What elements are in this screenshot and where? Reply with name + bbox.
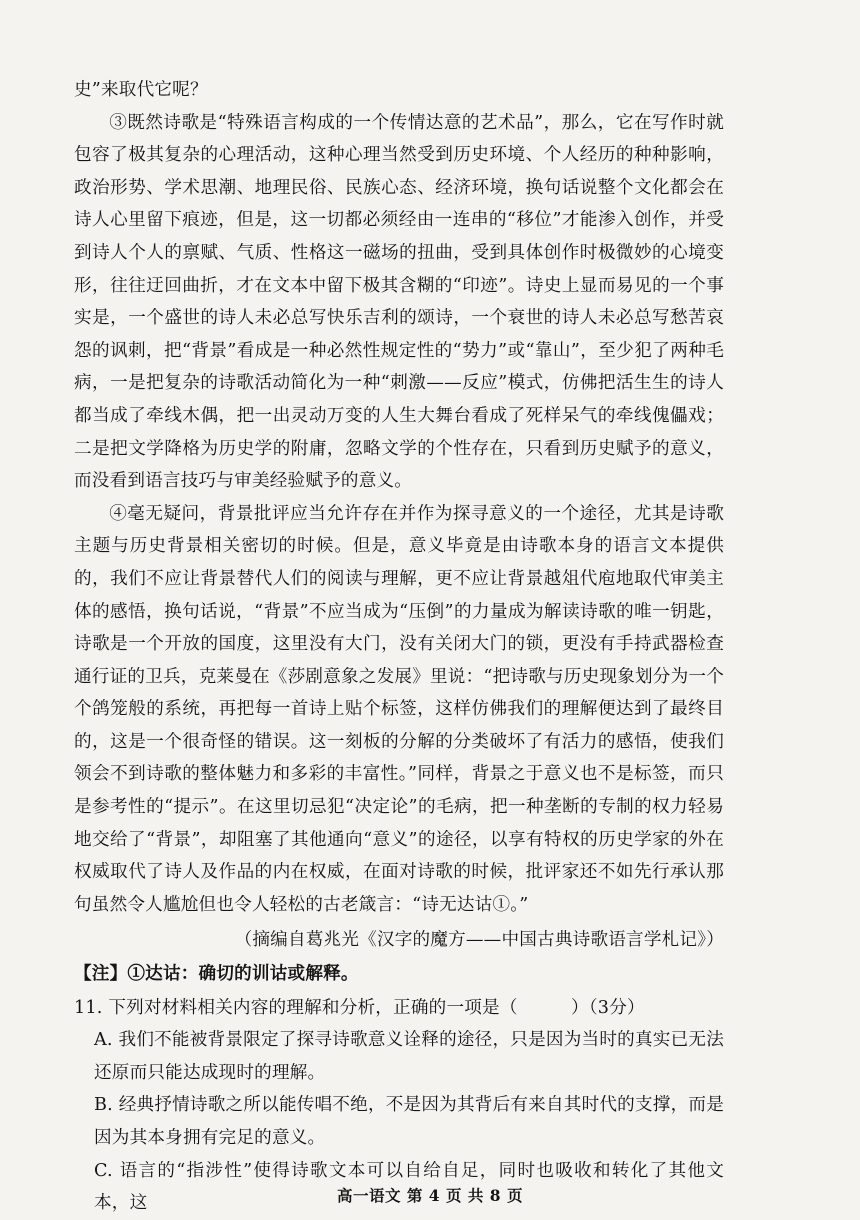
option-c: C. 语言的“指涉性”使得诗歌文本可以自给自足，同时也吸收和转化了其他文本，这	[94, 1160, 724, 1214]
paragraph-3: ③既然诗歌是“特殊语言构成的一个传情达意的艺术品”，那么，它在写作时就包容了极其复杂的心理活动，这种心理当然受到历史环境、个人经历的种种影响，政治形势、学术思潮、地理民俗、民族心态、经济环境，换句话说整个文化都会在诗人心里留下痕迹，但是，这一切都必须经由一连串的“移位”才能渗入创作，并受到诗人个人的禀赋、气质、性格这一磁场的扭曲，受到具体创作时极微妙的心境变形，往往迂回曲折，才在文本中留下极其含糊的“印迹”。诗史上显而易见的一个事实是，一个盛世的诗人未必总写快乐吉利的颂诗，一个衰世的诗人未必总写愁苦哀怨的讽刺，把“背景”看成是一种必然性规定性的“势力”或“靠山”，至少犯了两种毛病，一是把复杂的诗歌活动简化为一种“刺激——反应”模式，仿佛把活生生的诗人都当成了牵线木偶，把一出灵动万变的人生大舞台看成了死样呆气的牵线傀儡戏；二是把文学降格为历史学的附庸，忽略文学的个性存在，只看到历史赋予的意义，而没看到语言技巧与审美经验赋予的意义。	[74, 112, 724, 492]
reading-passage	[74, 74, 724, 1220]
option-b: B. 经典抒情诗歌之所以能传唱不绝，不是因为其背后有来自其时代的支撑，而是因为其本身拥有完足的意义。	[94, 1095, 724, 1148]
passage-intro-line: 史”来取代它呢？	[74, 80, 208, 100]
option-a: A. 我们不能被背景限定了探寻诗歌意义诠释的途径，只是因为当时的真实已无法还原而只能达成现时的理解。	[94, 1030, 724, 1083]
page-footer: 高一语文 第 4 页 共 8 页	[337, 1186, 523, 1205]
question-11-stem: 11. 下列对材料相关内容的理解和分析，正确的一项是（ ）（3分）	[74, 997, 645, 1018]
source-citation: （摘编自葛兆光《汉字的魔方——中国古典诗歌语言学札记》）	[234, 930, 724, 951]
footnote: 【注】①达诂：确切的训诂或解释。	[74, 963, 359, 985]
paragraph-4: ④毫无疑问，背景批评应当允许存在并作为探寻意义的一个途径，尤其是诗歌主题与历史背景相关密切的时候。但是，意义毕竟是由诗歌本身的语言文本提供的，我们不应让背景替代人们的阅读与理解，更不应让背景越俎代庖地取代审美主体的感悟，换句话说，“背景”不应当成为“压倒”的力量成为解读诗歌的唯一钥匙，诗歌是一个开放的国度，这里没有大门，没有关闭大门的锁，更没有手持武器检查通行证的卫兵，克莱曼在《莎剧意象之发展》里说：“把诗歌与历史现象划分为一个个鸽笼般的系统，再把每一首诗上贴个标签，这样仿佛我们的理解便达到了最终目的，这是一个很奇怪的错误。这一刻板的分解的分类破坏了有活力的感悟，使我们领会不到诗歌的整体魅力和多彩的丰富性。”同样，背景之于意义也不是标签，而只是参考性的“提示”。在这里切忌犯“决定论”的毛病，把一种垄断的专制的权力轻易地交给了“背景”，却阻塞了其他通向“意义”的途径，以享有特权的历史学家的外在权威取代了诗人及作品的内在权威，在面对诗歌的时候，批评家还不如先行承认那句虽然令人尴尬但也令人轻松的古老箴言：“诗无达诂①。”	[74, 503, 724, 915]
